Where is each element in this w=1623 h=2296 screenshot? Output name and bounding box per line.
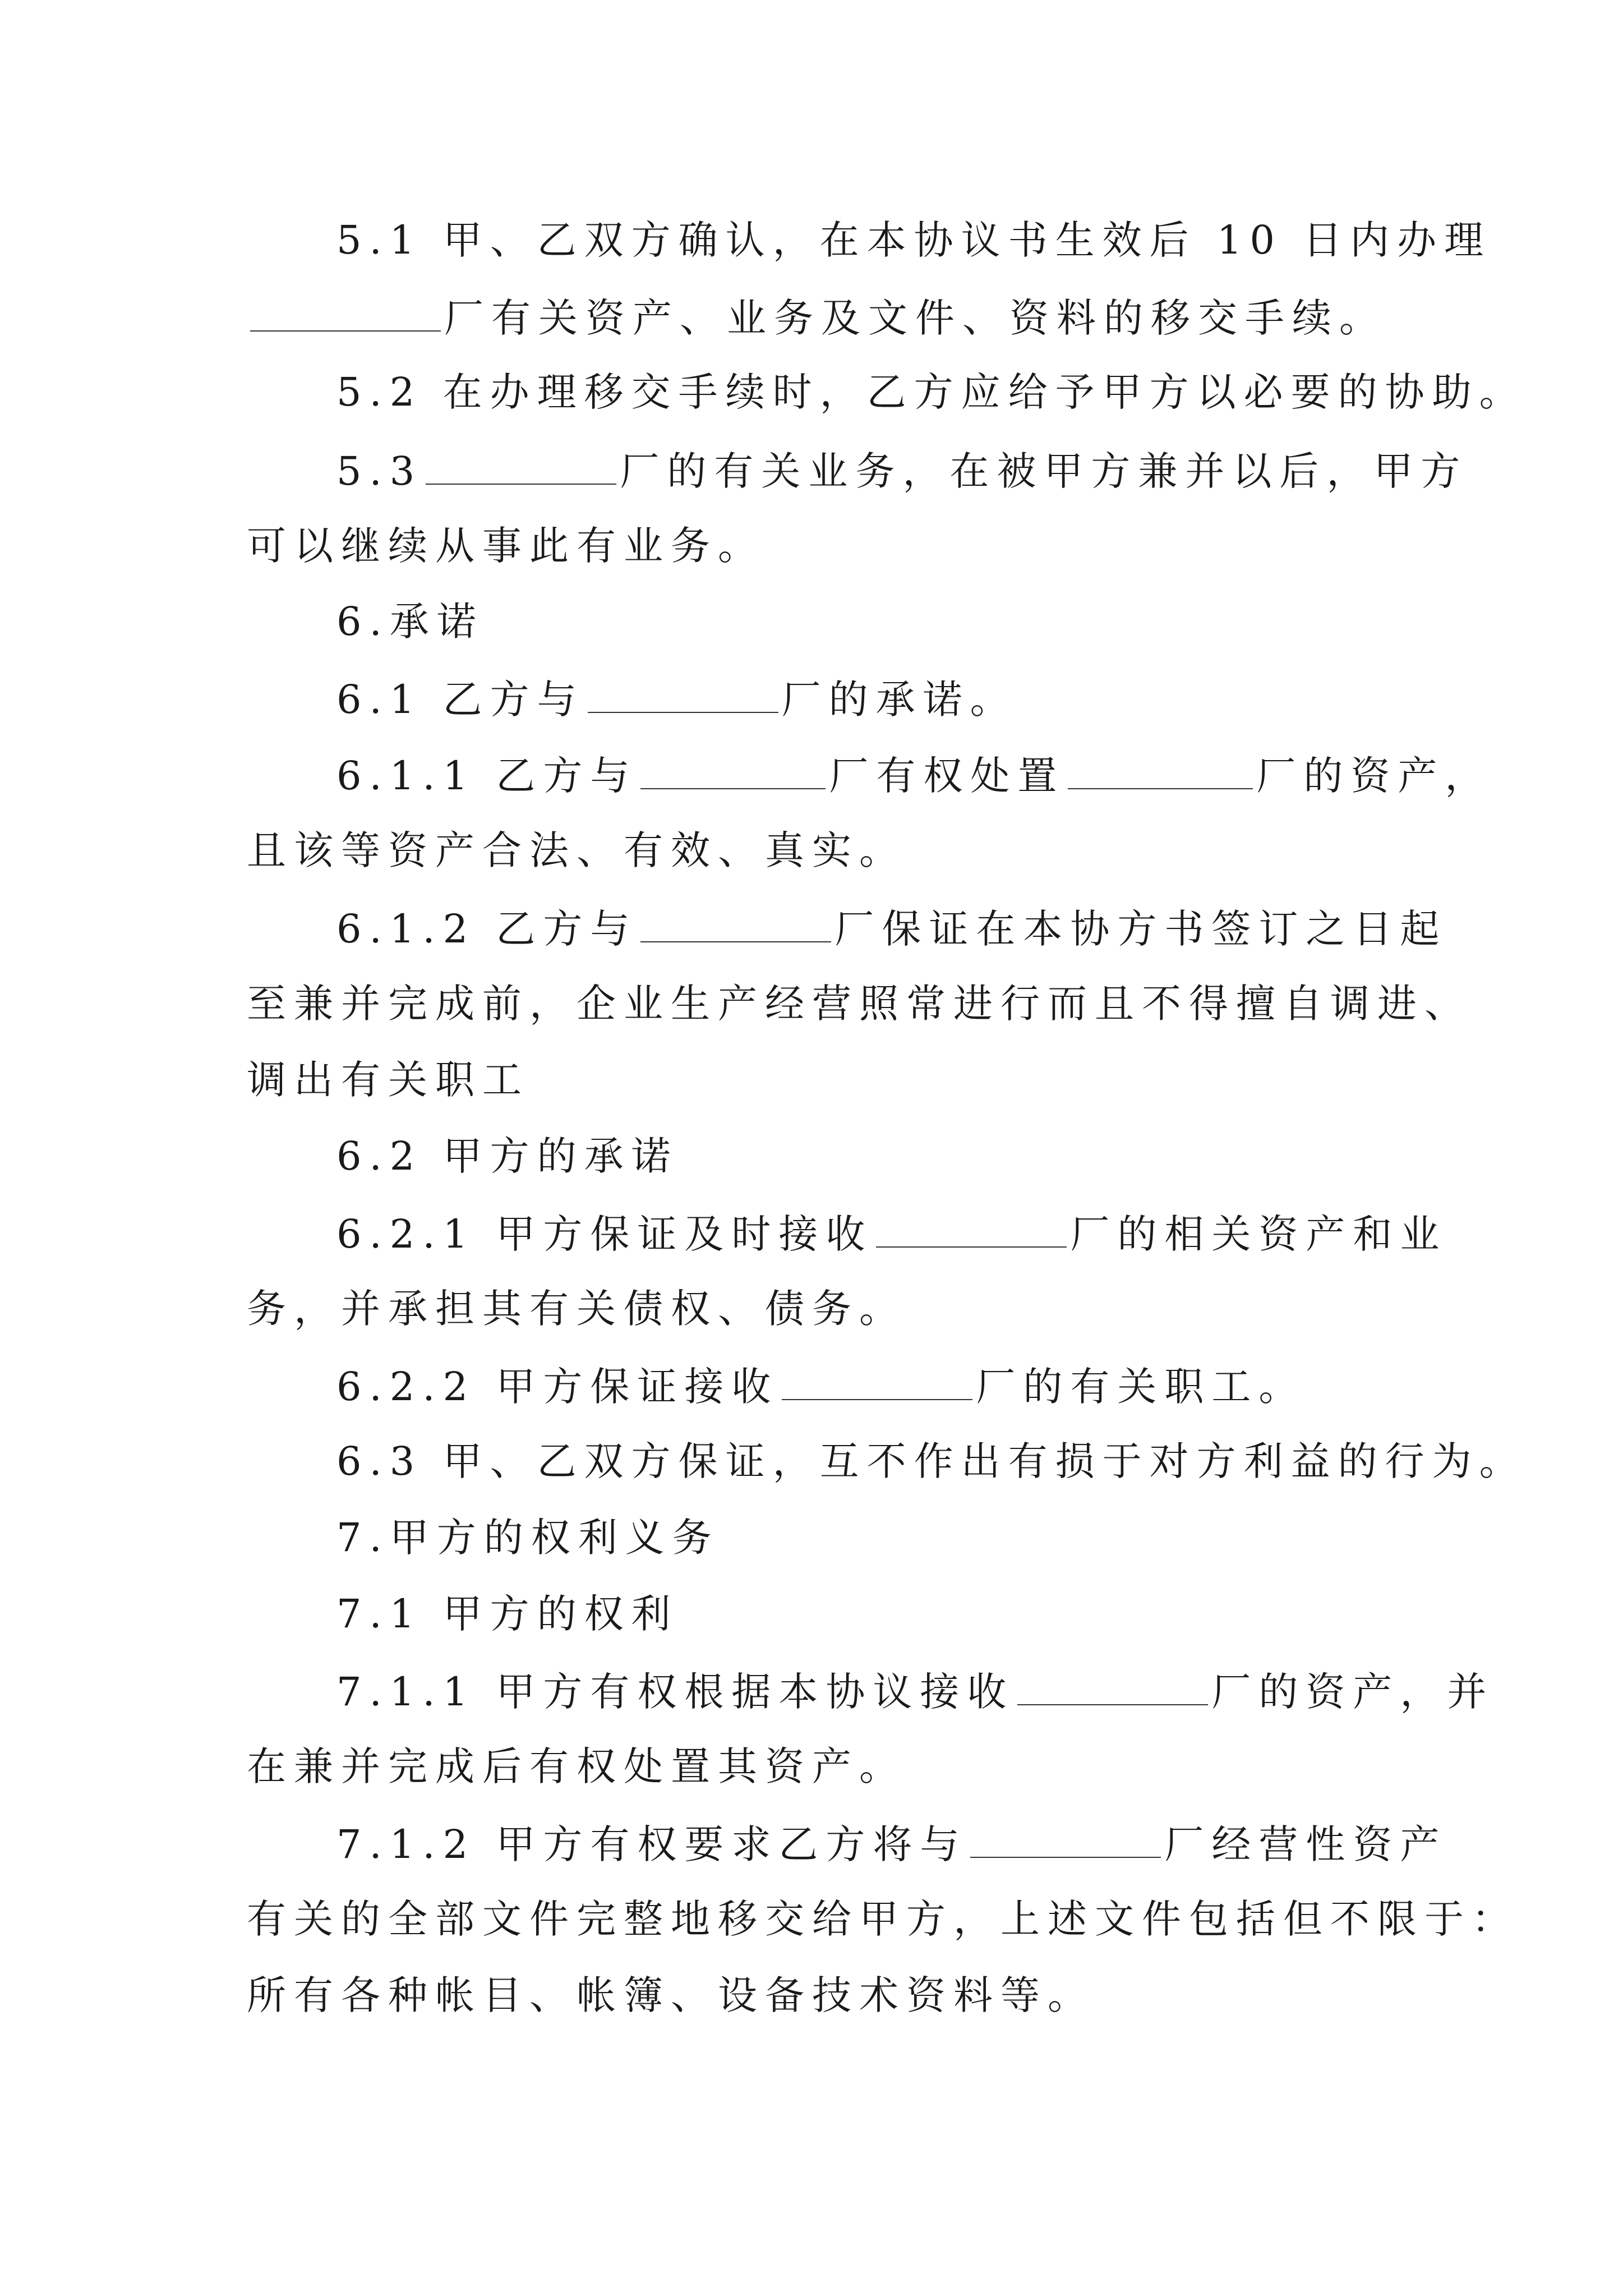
clause-text: 6.2 甲方的承诺 (336, 1133, 679, 1179)
fill-blank[interactable] (876, 1207, 1067, 1248)
clause-text: 6.2.1 甲方保证及时接收 (336, 1211, 873, 1257)
clause-text: 调出有关职工 (247, 1057, 529, 1103)
clause-6-2-2 (336, 1360, 1306, 1412)
clause-5-1 (336, 215, 1491, 265)
clause-text: 有关的全部文件完整地移交给甲方，上述文件包括但不限于： (247, 1896, 1519, 1942)
fill-blank[interactable] (1068, 749, 1253, 789)
clause-7-1-1 (336, 1665, 1494, 1717)
clause-text: 7.1.2 甲方有权要求乙方将与 (336, 1821, 967, 1867)
fill-blank[interactable] (250, 291, 441, 332)
clause-7-1-2 (336, 1818, 1447, 1870)
clause-text: 厂的承诺。 (781, 677, 1017, 723)
fill-blank[interactable] (588, 673, 778, 713)
clause-7-1-2-cont2 (247, 1970, 1095, 2021)
clause-text: 6.3 甲、乙双方保证，互不作出有损于对方利益的行为。 (336, 1438, 1527, 1484)
fill-blank[interactable] (1017, 1665, 1208, 1705)
clause-6-1-1-cont (247, 825, 906, 876)
clause-number: 5.3 (336, 448, 423, 494)
fill-blank[interactable] (970, 1818, 1161, 1858)
clause-6-1-2-cont2 (247, 1055, 529, 1105)
clause-text: 至兼并完成前，企业生产经营照常进行而且不得擅自调进、 (247, 981, 1472, 1027)
clause-text: 6.1.1 乙方与 (336, 753, 638, 799)
clause-6-2-1-cont (247, 1283, 906, 1334)
section-7-heading (336, 1512, 720, 1563)
clause-text: 5.1 甲、乙双方确认，在本协议书生效后 10 日内办理 (336, 217, 1492, 263)
clause-text: 厂的相关资产和业 (1070, 1211, 1447, 1257)
clause-text: 厂的有关业务，在被甲方兼并以后，甲方 (620, 448, 1468, 494)
clause-text: 6.2.2 甲方保证接收 (336, 1364, 779, 1410)
clause-6-1-2-cont (247, 978, 1472, 1029)
clause-5-3 (336, 444, 1468, 496)
clause-text: 厂的有关职工。 (976, 1364, 1306, 1410)
clause-6-2-1 (336, 1207, 1447, 1259)
clause-text: 在兼并完成后有权处置其资产。 (247, 1743, 906, 1789)
clause-text: 7.1.1 甲方有权根据本协议接收 (336, 1669, 1015, 1715)
clause-5-1-cont (247, 291, 1386, 343)
clause-5-2 (336, 367, 1527, 417)
clause-text: 6.1.2 乙方与 (336, 906, 638, 952)
clause-6-1-1 (336, 749, 1492, 801)
fill-blank[interactable] (426, 444, 616, 485)
fill-blank[interactable] (640, 749, 826, 789)
clause-text: 厂有权处置 (829, 753, 1065, 799)
clause-text: 厂保证在本协方书签订之日起 (834, 906, 1447, 952)
clause-6-1 (336, 673, 1017, 725)
clause-text: 5.2 在办理移交手续时，乙方应给予甲方以必要的协助。 (336, 369, 1527, 415)
clause-text: 6.1 乙方与 (336, 677, 584, 723)
clause-text: 7.1 甲方的权利 (336, 1591, 679, 1637)
clause-text: 且该等资产合法、有效、真实。 (247, 827, 906, 873)
section-6-heading (336, 596, 484, 647)
clause-text: 厂有关资产、业务及文件、资料的移交手续。 (444, 295, 1386, 341)
clause-6-1-2 (336, 902, 1447, 954)
clause-text: 所有各种帐目、帐簿、设备技术资料等。 (247, 1972, 1095, 2018)
clause-7-1 (336, 1589, 679, 1639)
clause-text: 厂的资产， (1256, 753, 1492, 799)
clause-6-2 (336, 1131, 679, 1181)
clause-7-1-1-cont (247, 1741, 906, 1792)
clause-5-3-cont (247, 521, 765, 571)
clause-text: 可以继续从事此有业务。 (247, 523, 765, 569)
fill-blank[interactable] (782, 1360, 972, 1400)
clause-text: 务，并承担其有关债权、债务。 (247, 1286, 906, 1332)
section-heading: 6.承诺 (336, 599, 484, 645)
clause-7-1-2-cont (247, 1894, 1519, 1944)
clause-6-3 (336, 1436, 1527, 1487)
section-heading: 7.甲方的权利义务 (336, 1515, 720, 1561)
fill-blank[interactable] (640, 902, 831, 942)
clause-text: 厂的资产，并 (1211, 1669, 1495, 1715)
clause-text: 厂经营性资产 (1164, 1821, 1447, 1867)
